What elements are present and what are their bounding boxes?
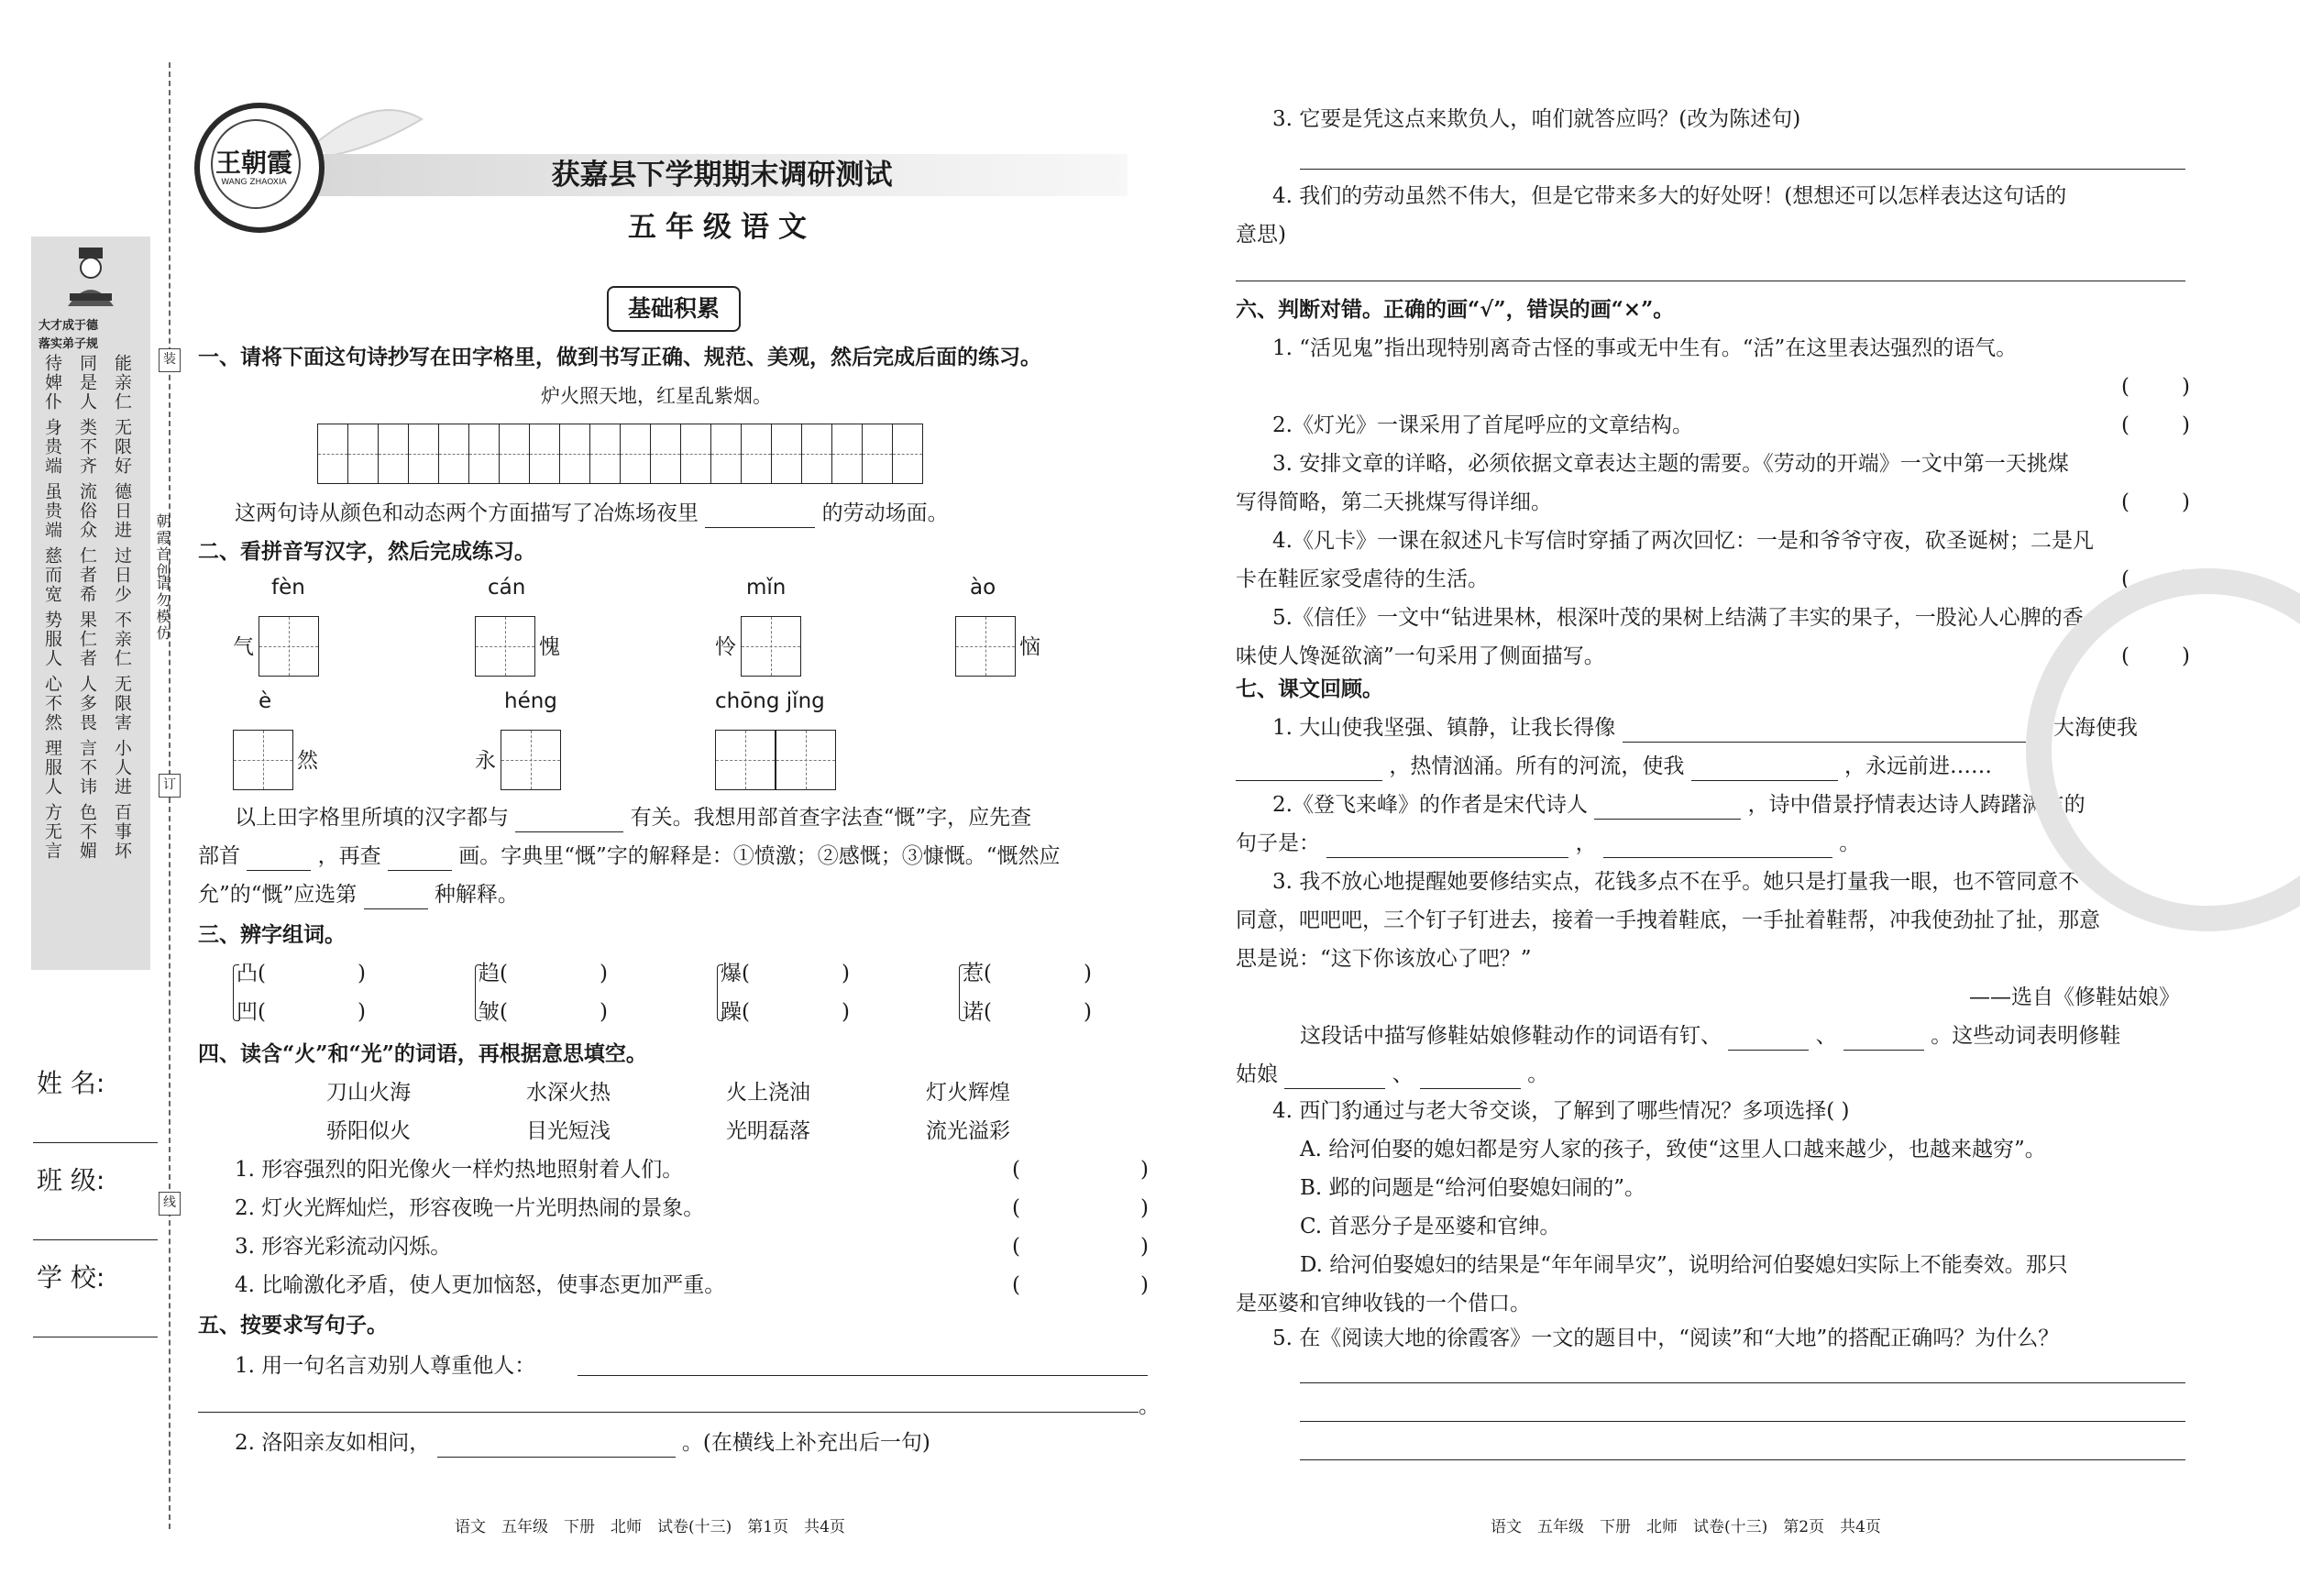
q2-text-line1 xyxy=(235,803,1031,832)
q3-char-3-2: 躁( xyxy=(721,1000,750,1024)
q2-box-1[interactable] xyxy=(259,616,319,677)
dizigui-column: 流俗众 xyxy=(77,482,97,540)
exam-subtitle: 五年级语文 xyxy=(628,211,816,244)
dizigui-column: 方无言 xyxy=(42,803,62,861)
q7-item3-qa: 这段话中描写修鞋姑娘修鞋动作的词语有钉、 xyxy=(1300,1024,1722,1048)
margin-strip xyxy=(31,237,150,970)
q4-word: 目光短浅 xyxy=(526,1119,611,1143)
dizigui-column: 言不讳 xyxy=(77,739,97,797)
q5-item3: 3. 它要是凭这点来欺负人，咱们就答应吗？(改为陈述句) xyxy=(1272,107,1801,131)
dizigui-column: 人多畏 xyxy=(77,675,97,732)
q2-heading: 二、看拼音写汉字，然后完成练习。 xyxy=(198,539,535,564)
q6-answer-close[interactable]: ) xyxy=(2182,413,2190,437)
q7-item3-blank2[interactable] xyxy=(1843,1026,1924,1051)
q7-item3-q1 xyxy=(1300,1021,2120,1051)
q7-option[interactable]: D. 给河伯娶媳妇的结果是“年年闹旱灾”，说明给河伯娶媳妇实际上不能奏效。那只 xyxy=(1300,1253,2068,1277)
q3-brace xyxy=(717,964,723,1021)
dizigui-column: 无限好 xyxy=(112,418,132,476)
q7-item3-qf: 。 xyxy=(1527,1062,1549,1086)
cut-mark-1: 装 xyxy=(159,348,181,372)
q6-item-3-line: 写得简略，第二天挑煤写得详细。 xyxy=(1236,490,1552,514)
q5-item4b: 意思) xyxy=(1236,223,1286,247)
q2-text-line3 xyxy=(198,880,519,909)
q5-item1: 1. 用一句名言劝别人尊重他人： xyxy=(235,1354,536,1378)
q3-close-paren: ) xyxy=(842,962,850,985)
q7-item1-blank3[interactable] xyxy=(1691,756,1838,781)
dizigui-column: 虽贵端 xyxy=(42,482,62,540)
q4-answer-open[interactable]: ( xyxy=(1012,1196,1020,1220)
q3-close-paren: ) xyxy=(842,1000,850,1024)
q2-text2b: ，再查 xyxy=(317,844,381,868)
q4-item: 2. 灯火光辉灿烂，形容夜晚一片光明热闹的景象。 xyxy=(235,1196,705,1220)
q2-blank-3[interactable] xyxy=(388,846,452,871)
class-field[interactable] xyxy=(33,1239,158,1240)
q3-char-2-2: 皱( xyxy=(479,1000,508,1024)
q6-answer-open[interactable]: ( xyxy=(2121,490,2129,514)
q2-blank-2[interactable] xyxy=(247,846,311,871)
q5-item1-end: 。 xyxy=(1139,1394,1160,1418)
q4-word: 流光溢彩 xyxy=(926,1119,1010,1143)
q2-char-3: 怜 xyxy=(715,635,736,659)
q3-close-paren: ) xyxy=(358,962,366,985)
q2-pinyin-2: cán xyxy=(488,576,526,600)
q3-char-1-2: 凹( xyxy=(237,1000,266,1024)
q4-word: 光明磊落 xyxy=(726,1119,810,1143)
dizigui-column: 果仁者 xyxy=(77,611,97,668)
q7-item2a: 2.《登飞来峰》的作者是宋代诗人 xyxy=(1272,793,1588,817)
q2-text3b: 种解释。 xyxy=(434,883,519,907)
q7-item2-blank3[interactable] xyxy=(1603,833,1832,858)
q4-word: 火上浇油 xyxy=(726,1081,810,1105)
dizigui-column: 德日进 xyxy=(112,482,132,540)
q2-pinyin-6: héng xyxy=(504,689,557,713)
q2-char-6: 永 xyxy=(475,749,496,773)
q2-pinyin-4: ào xyxy=(970,576,996,600)
footer-left: 语文 五年级 下册 北师 试卷(十三) 第1页 共4页 xyxy=(455,1518,845,1536)
q7-item5: 5. 在《阅读大地的徐霞客》一文的题目中，“阅读”和“大地”的搭配正确吗？为什么？ xyxy=(1272,1326,2060,1350)
dizigui-column: 理服人 xyxy=(42,739,62,797)
q4-heading: 四、读含“火”和“光”的词语，再根据意思填空。 xyxy=(198,1041,647,1066)
logo-subtext: WANG ZHAOXIA xyxy=(221,178,287,187)
q6-item-4-line: 卡在鞋匠家受虐待的生活。 xyxy=(1236,567,1489,591)
q6-answer-close[interactable]: ) xyxy=(2182,567,2190,591)
dizigui-column: 色不媚 xyxy=(77,803,97,861)
cut-mark-2: 订 xyxy=(159,774,181,798)
dizigui-column: 不亲仁 xyxy=(112,611,132,668)
q7-item3-qb: 、 xyxy=(1815,1024,1837,1048)
q6-item-3-line: 3. 安排文章的详略，必须依据文章表达主题的需要。《劳动的开端》一文中第一天挑煤 xyxy=(1272,452,2069,476)
q5-item4a: 4. 我们的劳动虽然不伟大，但是它带来多大的好处呀！(想想还可以怎样表达这句话的 xyxy=(1272,184,2067,208)
q4-word: 刀山火海 xyxy=(326,1081,411,1105)
q3-close-paren: ) xyxy=(600,962,608,985)
logo-text: 王朝霞 xyxy=(215,148,292,178)
q6-answer-open[interactable]: ( xyxy=(2121,413,2129,437)
q7-item1-l2 xyxy=(1236,752,1992,781)
q2-text1b: 有关。我想用部首查字法查“慨”字，应先查 xyxy=(630,806,1032,830)
q5-item1-line2[interactable] xyxy=(198,1412,1139,1413)
q2-box-2[interactable] xyxy=(475,616,535,677)
dizigui-column: 能亲仁 xyxy=(112,354,132,412)
q7-item3-blank4[interactable] xyxy=(1420,1064,1521,1089)
q7-item2-blank1[interactable] xyxy=(1594,795,1741,820)
school-label: 学 校: xyxy=(37,1262,105,1293)
q7-item5-line3[interactable] xyxy=(1300,1459,2185,1460)
q2-text2a: 部首 xyxy=(198,844,240,868)
q2-text3a: 允”的“慨”应选第 xyxy=(198,883,358,907)
q7-item3-qc: 。这些动词表明修鞋 xyxy=(1931,1024,2121,1048)
name-field[interactable] xyxy=(33,1142,158,1143)
q1-poem: 炉火照天地，红星乱紫烟。 xyxy=(541,385,772,407)
q7-item2d: ， xyxy=(1575,831,1597,855)
q6-heading: 六、判断对错。正确的画“√”，错误的画“×”。 xyxy=(1236,297,1675,322)
q7-item1-blank1[interactable] xyxy=(1623,718,2026,743)
q4-item: 1. 形容强烈的阳光像火一样灼热地照射着人们。 xyxy=(235,1158,684,1182)
q7-option[interactable]: A. 给河伯娶的媳妇都是穷人家的孩子，致使“这里人口越来越少，也越来越穷”。 xyxy=(1300,1138,2046,1161)
q6-answer-open[interactable]: ( xyxy=(2121,644,2129,668)
q7-item2b: ，诗中借景抒情表达诗人踌躇满志的 xyxy=(1747,793,2085,817)
q2-pinyin-1: fèn xyxy=(271,576,305,600)
q3-char-4-1: 惹( xyxy=(963,962,992,985)
dizigui-column: 心不然 xyxy=(42,675,62,732)
q4-item: 4. 比喻激化矛盾，使人更加恼怒，使事态更加严重。 xyxy=(235,1273,726,1297)
q5-item2 xyxy=(235,1428,930,1458)
dizigui-column: 百事坏 xyxy=(112,803,132,861)
q2-char-4: 恼 xyxy=(1019,635,1040,659)
q1-question xyxy=(235,499,949,528)
q7-source: ——选自《修鞋姑娘》 xyxy=(1969,985,2180,1009)
q2-text-line2 xyxy=(198,842,1061,871)
q2-char-1: 气 xyxy=(233,635,254,659)
q2-box-6[interactable] xyxy=(501,730,561,790)
q2-box-8[interactable] xyxy=(776,730,836,790)
q7-item2c: 句子是： xyxy=(1236,831,1320,855)
class-label: 班 级: xyxy=(37,1165,105,1195)
q1-blank[interactable] xyxy=(705,503,815,528)
q7-item3-blank1[interactable] xyxy=(1728,1026,1809,1051)
q7-item1b: 。大海使我 xyxy=(2031,716,2138,740)
q3-brace xyxy=(959,964,965,1021)
q3-brace xyxy=(233,964,239,1021)
dizigui-column: 势服人 xyxy=(42,611,62,668)
q3-close-paren: ) xyxy=(1084,962,1092,985)
footer-right: 语文 五年级 下册 北师 试卷(十三) 第2页 共4页 xyxy=(1491,1518,1881,1536)
q6-item-5-line: 味使人馋涎欲滴”一句采用了侧面描写。 xyxy=(1236,644,1605,668)
q7-item2-l2 xyxy=(1236,829,1860,858)
q7-item1a: 1. 大山使我坚强、镇静，让我长得像 xyxy=(1272,716,1616,740)
q1-text-b: 的劳动场面。 xyxy=(821,501,949,525)
q7-item1d: ，永远前进…… xyxy=(1843,754,1992,778)
q2-char-5: 然 xyxy=(297,749,318,773)
q7-passage-line: 同意，吧吧吧，三个钉子钉进去，接着一手拽着鞋底，一手扯着鞋帮，冲我使劲扯了扯，那意 xyxy=(1236,908,2100,932)
q1-writing-grid[interactable] xyxy=(317,424,923,484)
q7-item2e: 。 xyxy=(1839,831,1861,855)
q6-answer-open[interactable]: ( xyxy=(2121,567,2129,591)
dizigui-column: 无限害 xyxy=(112,675,132,732)
dizigui-column: 小人进 xyxy=(112,739,132,797)
q4-item: 3. 形容光彩流动闪烁。 xyxy=(235,1235,452,1259)
q7-passage-line: 3. 我不放心地提醒她要修结实点，花钱多点不在乎。她只是打量我一眼，也不管同意不 xyxy=(1272,870,2080,894)
q2-pinyin-7: chōng jǐng xyxy=(715,689,825,713)
name-label: 姓 名: xyxy=(37,1068,105,1098)
q5-item2-blank[interactable] xyxy=(437,1433,676,1458)
q1-heading: 一、请将下面这句诗抄写在田字格里，做到书写正确、规范、美观，然后完成后面的练习。 xyxy=(198,345,1041,369)
q7-item5-line1[interactable] xyxy=(1300,1382,2185,1383)
q7-item3-blank3[interactable] xyxy=(1284,1064,1385,1089)
q7-item1-l1 xyxy=(1272,713,2138,743)
dizigui-column: 同是人 xyxy=(77,354,97,412)
cut-mark-3: 线 xyxy=(159,1192,181,1216)
q7-option[interactable]: B. 邺的问题是“给河伯娶媳妇闹的”。 xyxy=(1300,1176,1646,1200)
q7-item5-line2[interactable] xyxy=(1300,1421,2185,1422)
wangzhaoxia-logo xyxy=(194,103,325,233)
dizigui-column: 身贵端 xyxy=(42,418,62,476)
q6-answer-close[interactable]: ) xyxy=(2182,644,2190,668)
q7-option[interactable]: C. 首恶分子是巫婆和官绅。 xyxy=(1300,1215,1561,1238)
q4-word: 骄阳似火 xyxy=(326,1119,411,1143)
q7-item3-q2 xyxy=(1236,1060,1548,1089)
q4-answer-close[interactable]: ) xyxy=(1140,1235,1149,1259)
q6-item-2-line: 2.《灯光》一课采用了首尾呼应的文章结构。 xyxy=(1272,413,1693,437)
q3-char-4-2: 诺( xyxy=(963,1000,992,1024)
q2-text1a: 以上田字格里所填的汉字都与 xyxy=(235,806,509,830)
q7-option[interactable]: 是巫婆和官绅收钱的一个借口。 xyxy=(1236,1292,1531,1315)
q7-item2-l1 xyxy=(1272,790,2085,820)
q6-answer-close[interactable]: ) xyxy=(2182,490,2190,514)
q5-item3-line[interactable] xyxy=(1300,169,2185,170)
q3-brace xyxy=(475,964,481,1021)
dizigui-column: 仁者希 xyxy=(77,546,97,604)
dizigui-column: 过日少 xyxy=(112,546,132,604)
q4-answer-close[interactable]: ) xyxy=(1140,1273,1149,1297)
q4-answer-open[interactable]: ( xyxy=(1012,1273,1020,1297)
q6-item-5-line: 5.《信任》一文中“钻进果林，根深叶茂的果树上结满了丰实的果子，一股沁人心脾的香 xyxy=(1272,606,2084,630)
q5-item2b: 。(在横线上补充出后一句) xyxy=(681,1431,930,1455)
q1-text-a: 这两句诗从颜色和动态两个方面描写了冶炼场夜里 xyxy=(235,501,699,525)
q6-item-1-line: 1. “活见鬼”指出现特别离奇古怪的事或无中生有。“活”在这里表达强烈的语气。 xyxy=(1272,336,2018,360)
q4-answer-close[interactable]: ) xyxy=(1140,1158,1149,1182)
dizigui-column: 慈而宽 xyxy=(42,546,62,604)
margin-note-2: 请勿模仿 xyxy=(154,576,171,642)
q5-item1-line[interactable] xyxy=(578,1375,1148,1376)
q4-word: 水深火热 xyxy=(526,1081,611,1105)
q7-item3-qd: 姑娘 xyxy=(1236,1062,1278,1086)
dizigui-column: 待婢仆 xyxy=(42,354,62,412)
q4-answer-open[interactable]: ( xyxy=(1012,1158,1020,1182)
q2-box-3[interactable] xyxy=(741,616,801,677)
q2-box-4[interactable] xyxy=(955,616,1016,677)
q3-char-3-1: 爆( xyxy=(721,962,750,985)
q2-pinyin-3: mǐn xyxy=(746,576,787,600)
exam-title: 获嘉县下学期期末调研测试 xyxy=(551,159,893,192)
q3-close-paren: ) xyxy=(600,1000,608,1024)
margin-note-1: 朝霞首创 xyxy=(154,513,171,579)
q7-passage-line: 思是说：“这下你该放心了吧？” xyxy=(1236,947,1532,971)
q3-close-paren: ) xyxy=(1084,1000,1092,1024)
q2-box-7[interactable] xyxy=(715,730,776,790)
q7-item1-blank2[interactable] xyxy=(1236,756,1382,781)
q2-pinyin-5: è xyxy=(259,689,272,713)
q3-char-2-1: 趋( xyxy=(479,962,508,985)
q3-char-1-1: 凸( xyxy=(237,962,266,985)
scholar-icon xyxy=(61,246,121,310)
q2-text2c: 画。字典里“慨”字的解释是：①愤激；②感慨；③慷慨。“慨然应 xyxy=(458,844,1061,868)
q4-answer-close[interactable]: ) xyxy=(1140,1196,1149,1220)
q3-heading: 三、辨字组词。 xyxy=(198,922,346,947)
q6-item-4-line: 4.《凡卡》一课在叙述凡卡写信时穿插了两次回忆：一是和爷爷守夜，砍圣诞树；二是凡 xyxy=(1272,529,2094,553)
motto-1: 大才成于德 xyxy=(39,319,99,333)
q2-blank-1[interactable] xyxy=(515,808,623,832)
q2-box-5[interactable] xyxy=(233,730,293,790)
motto-2: 落实弟子规 xyxy=(39,337,99,351)
q7-item2-blank2[interactable] xyxy=(1326,833,1568,858)
section-label: 基础积累 xyxy=(607,286,741,332)
q7-item3-qe: 、 xyxy=(1392,1062,1414,1086)
q5-item2a: 2. 洛阳亲友如相问， xyxy=(235,1431,431,1455)
q6-answer-close[interactable]: ) xyxy=(2182,375,2190,399)
q7-item1c: ，热情汹涌。所有的河流，使我 xyxy=(1389,754,1685,778)
q4-word: 灯火辉煌 xyxy=(926,1081,1010,1105)
dizigui-column: 类不齐 xyxy=(77,418,97,476)
q5-heading: 五、按要求写句子。 xyxy=(198,1313,388,1337)
q4-answer-open[interactable]: ( xyxy=(1012,1235,1020,1259)
q2-blank-4[interactable] xyxy=(364,885,428,909)
q3-close-paren: ) xyxy=(358,1000,366,1024)
q7-heading: 七、课文回顾。 xyxy=(1236,677,1383,701)
q6-answer-open[interactable]: ( xyxy=(2121,375,2129,399)
q2-char-2: 愧 xyxy=(539,635,560,659)
q7-item4: 4. 西门豹通过与老大爷交谈，了解到了哪些情况？多项选择( ) xyxy=(1272,1099,1850,1123)
